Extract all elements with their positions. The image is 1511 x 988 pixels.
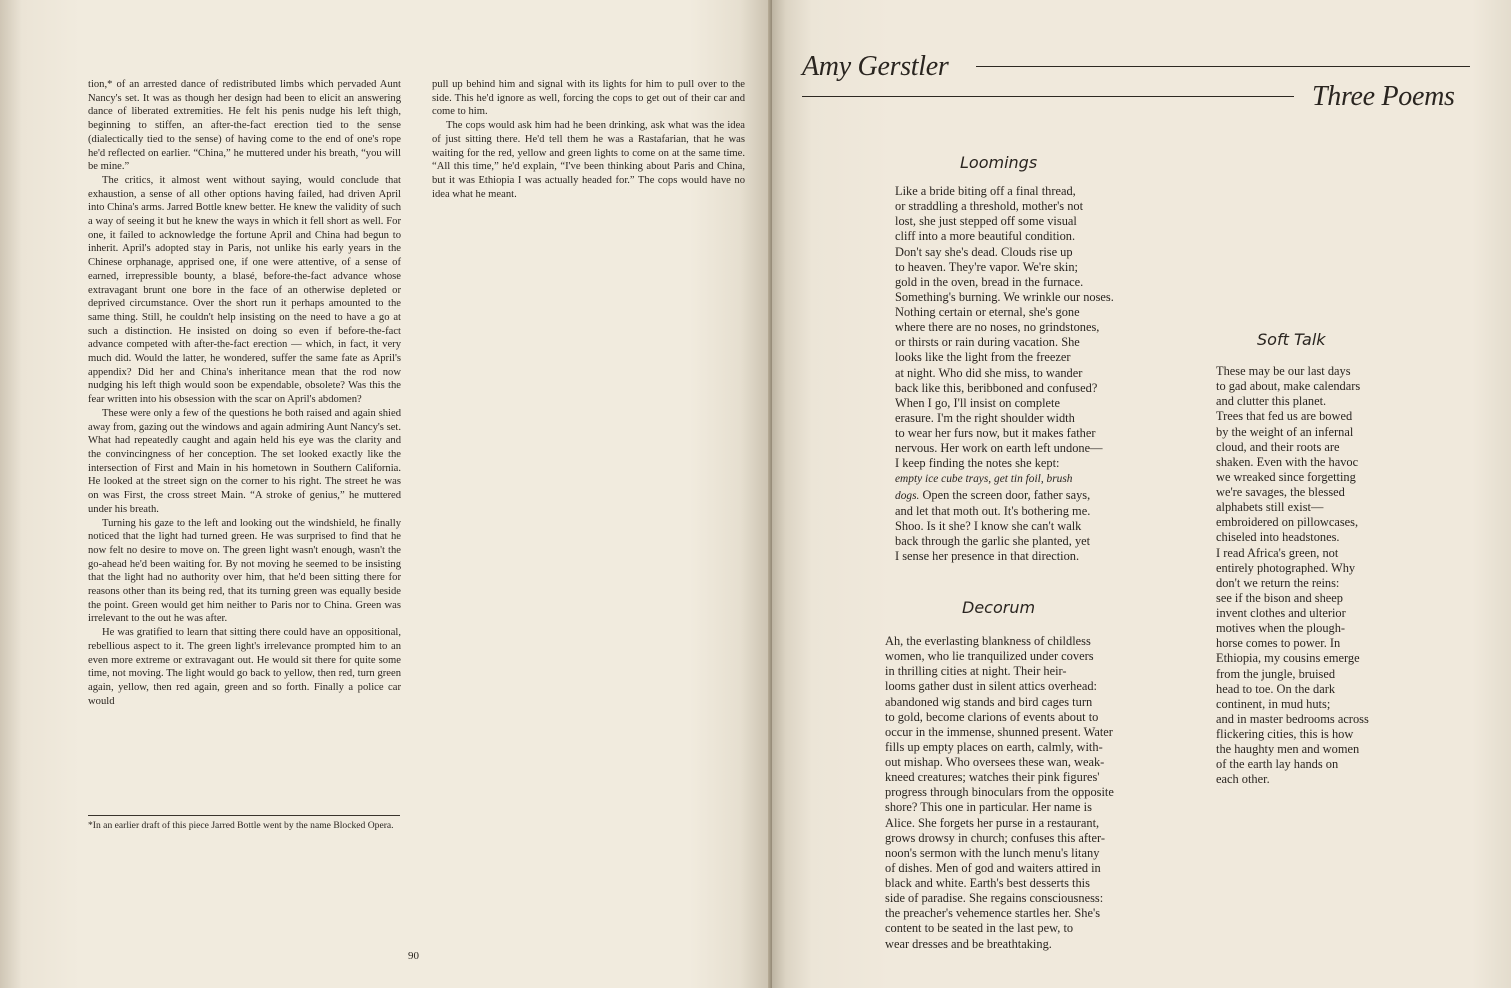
poem-line: see if the bison and sheep bbox=[1216, 590, 1343, 605]
poem-line: fills up empty places on earth, calmly, with- bbox=[885, 739, 1103, 754]
poem-line: embroidered on pillowcases, bbox=[1216, 515, 1359, 530]
poem-line: When I go, I'll insist on complete bbox=[895, 395, 1060, 410]
poem-line: horse comes to power. In bbox=[1216, 636, 1341, 651]
poem-line: at night. Who did she miss, to wander bbox=[895, 365, 1083, 380]
poem-line: out mishap. Who oversees these wan, weak- bbox=[885, 755, 1105, 769]
poem-line: I keep finding the notes she kept: bbox=[895, 456, 1060, 471]
poem-line: noon's sermon with the lunch menu's litany bbox=[885, 845, 1100, 860]
poem-line: of dishes. Men of god and waiters attired in bbox=[885, 860, 1101, 875]
poem-line: don't we return the reins: bbox=[1216, 575, 1340, 590]
poem-line: motives when the plough- bbox=[1216, 621, 1346, 636]
header-rule-top bbox=[976, 66, 1470, 67]
page-number: 90 bbox=[408, 950, 419, 962]
poem-line: we're savages, the blessed bbox=[1216, 485, 1345, 499]
poem-line: to heaven. They're vapor. We're skin; bbox=[895, 259, 1078, 274]
poem-line: of the earth lay hands on bbox=[1216, 757, 1339, 772]
footnote: *In an earlier draft of this piece Jarred Bottle went by the name Blocked Opera. bbox=[88, 820, 394, 831]
poem-line: Shoo. Is it she? I know she can't walk bbox=[895, 518, 1082, 533]
poem-line: These may be our last days bbox=[1216, 364, 1351, 378]
right-page bbox=[772, 0, 1511, 988]
poem-loomings bbox=[895, 184, 1114, 564]
poem-line: we wreaked since forgetting bbox=[1216, 469, 1356, 484]
section-title: Three Poems bbox=[1312, 81, 1455, 112]
poem-line: the preacher's vehemence startles her. She's bbox=[885, 906, 1101, 921]
poem-line: Nothing certain or eternal, she's gone bbox=[895, 305, 1080, 319]
poem-line: abandoned wig stands and bird cages turn bbox=[885, 694, 1093, 709]
poem-line: to wear her furs now, but it makes father bbox=[895, 426, 1096, 440]
poem-line: to gad about, make calendars bbox=[1216, 379, 1361, 394]
poem-line: Ethiopia, my cousins emerge bbox=[1216, 651, 1360, 666]
poem-line: Something's burning. We wrinkle our noses. bbox=[895, 289, 1114, 304]
italic-note: dogs. bbox=[895, 489, 920, 502]
paragraph: pull up behind him and signal with its lights for him to pull over to the side. This he'd ignore as well, forcing the cops to get out of their car and come to him. bbox=[432, 79, 745, 118]
author-name: Amy Gerstler bbox=[802, 51, 949, 82]
poem-line: erasure. I'm the right shoulder width bbox=[895, 410, 1075, 425]
paragraph: tion,* of an arrested dance of redistributed limbs which pervaded Aunt Nancy's set. It was as though her design had been to elicit an answering dance of liberated extremities. He felt his penis nudge his left thigh, beginning to stiffen, an after-the-fact erection tied to the sense (dialectically tied to the sense) of having come to the end of one's rope he'd reflected on earlier. “China,” he muttered under his breath, “you will be mine.” bbox=[88, 79, 401, 173]
poem-line: head to toe. On the dark bbox=[1216, 681, 1336, 696]
poem-line: in thrilling cities at night. Their heir- bbox=[885, 664, 1067, 679]
italic-note: empty ice cube trays, get tin foil, brush bbox=[895, 473, 1073, 486]
poem-title-decorum: Decorum bbox=[962, 598, 1036, 617]
poem-line: alphabets still exist— bbox=[1216, 500, 1324, 515]
poem-line: looms gather dust in silent attics overhead: bbox=[885, 679, 1097, 694]
poem-soft-talk bbox=[1216, 364, 1369, 788]
paragraph: The critics, it almost went without saying, would conclude that exhaustion, a sense of all other options having failed, had driven April into China's arms. Jarred Bottle knew better. He knew the validity of such a way of seeing it but he knew the ways in which it fell short as well. For one, it failed to acknowledge the fortune April and China had begun to inherit. April's adopted stay in Paris, not unlike his early years in the Chinese orphanage, apprised one, if one were attentive, of a sense of earned, irrepressible bounty, a blasé, before-the-fact advance whose extravagant brunt one bore in the face of an otherwise depleted or deprived circumstance. Over the short run it perhaps amounted to the same thing. Still, he couldn't help insisting on the need to have a go at such a distinction. He insisted on doing so even if before-the-fact advance competed with after-the-fact erection — which, in fact, it very much did. Would the latter, he wondered, suffer the same fate as April's appendix? Did her and China's inheritance mean that the rod now nudging his left thigh would soon be expendable, obsolete? Was this the fear written into his obsession with the scar on April's abdomen? bbox=[88, 174, 401, 406]
poem-line: I sense her presence in that direction. bbox=[895, 549, 1080, 563]
paragraph: These were only a few of the questions he both raised and again shied away from, gazing out the windows and again admiring Aunt Nancy's set. What had repeatedly caught and again held his eye was the clarity and the convincingness of her conception. The set looked exactly like the intersection of First and Main in his hometown in Southern California. He looked at the street sign on the corner to his right. The street he was on was First, the cross street Main. “A stroke of genius,” he muttered under his breath. bbox=[88, 407, 401, 515]
poem-line: grows drowsy in church; confuses this after- bbox=[885, 830, 1105, 845]
poem-line: Trees that fed us are bowed bbox=[1216, 409, 1353, 424]
poem-line: progress through binoculars from the opposite bbox=[885, 785, 1114, 800]
poem-line: or thirsts or rain during vacation. She bbox=[895, 335, 1080, 350]
poem-line: flickering cities, this is how bbox=[1216, 727, 1354, 741]
poem-title-loomings: Loomings bbox=[960, 153, 1038, 172]
poem-line: black and white. Earth's best desserts this bbox=[885, 876, 1090, 890]
poem-line: lost, she just stepped off some visual bbox=[895, 214, 1077, 229]
poem-line: cloud, and their roots are bbox=[1216, 439, 1340, 454]
poem-line: from the jungle, bruised bbox=[1216, 666, 1336, 681]
poem-line: back like this, beribboned and confused? bbox=[895, 380, 1098, 395]
poem-line: entirely photographed. Why bbox=[1216, 560, 1356, 575]
poem-line: shaken. Even with the havoc bbox=[1216, 454, 1359, 469]
poem-line: or straddling a threshold, mother's not bbox=[895, 199, 1084, 214]
paragraph: Turning his gaze to the left and looking out the windshield, he finally noticed that the light had turned green. He was surprised to find that he now felt no desire to move on. The green light wasn't enough, wasn't the go-ahead he'd been waiting for. By not moving he seemed to be insisting that the light had no authority over him, that he'd been sitting there for reasons other than its being red, that its turning green was equally beside the point. Green would get him neither to Paris nor to China. Green was irrelevant to the out he was after. bbox=[88, 517, 401, 625]
header-rule-bottom bbox=[802, 96, 1294, 97]
poem-line: back through the garlic she planted, yet bbox=[895, 533, 1091, 548]
poem-line: gold in the oven, bread in the furnace. bbox=[895, 274, 1084, 289]
poem-line: Alice. She forgets her purse in a restaurant, bbox=[885, 815, 1100, 830]
prose-column-2 bbox=[432, 78, 745, 201]
poem-line: wear dresses and be breathtaking. bbox=[885, 936, 1052, 951]
poem-line: each other. bbox=[1216, 772, 1270, 787]
poem-line: and clutter this planet. bbox=[1216, 394, 1327, 409]
poem-line: cliff into a more beautiful condition. bbox=[895, 229, 1076, 244]
poem-line: side of paradise. She regains consciousness: bbox=[885, 891, 1104, 906]
poem-line: and in master bedrooms across bbox=[1216, 711, 1369, 726]
poem-line: continent, in mud huts; bbox=[1216, 696, 1331, 711]
poem-line: to gold, become clarions of events about to bbox=[885, 709, 1099, 724]
poem-line: women, who lie tranquilized under covers bbox=[885, 649, 1094, 664]
poem-line: Like a bride biting off a final thread, bbox=[895, 184, 1076, 198]
poem-line: occur in the immense, shunned present. Water bbox=[885, 724, 1113, 739]
poem-line: kneed creatures; watches their pink figures' bbox=[885, 770, 1100, 785]
poem-line: Ah, the everlasting blankness of childless bbox=[885, 634, 1091, 648]
poem-decorum bbox=[885, 634, 1114, 952]
prose-column-1 bbox=[88, 78, 401, 708]
poem-line: the haughty men and women bbox=[1216, 742, 1360, 757]
poem-line: chiseled into headstones. bbox=[1216, 530, 1340, 545]
poem-line: invent clothes and ulterior bbox=[1216, 606, 1346, 620]
poem-line: and let that moth out. It's bothering me. bbox=[895, 503, 1091, 518]
poem-line: where there are no noses, no grindstones, bbox=[895, 320, 1100, 335]
paragraph: The cops would ask him had he been drinking, ask what was the idea of just sitting there. He'd tell them he was a Rastafarian, that he was waiting for the red, yellow and green lights to come on at the same time. “All this time,” he'd explain, “I've been thinking about Paris and China, but it was Ethiopia I was actually headed for.” The cops would have no idea what he meant. bbox=[432, 120, 745, 200]
poem-line: by the weight of an infernal bbox=[1216, 424, 1354, 439]
poem-line bbox=[895, 471, 1114, 487]
poem-line: nervous. Her work on earth left undone— bbox=[895, 441, 1103, 456]
footnote-rule bbox=[88, 815, 400, 816]
poem-line: shore? This one in particular. Her name is bbox=[885, 800, 1092, 815]
poem-line: Don't say she's dead. Clouds rise up bbox=[895, 244, 1073, 259]
poem-title-soft-talk: Soft Talk bbox=[1257, 330, 1326, 349]
poem-line: content to be seated in the last pew, to bbox=[885, 921, 1074, 936]
paragraph: He was gratified to learn that sitting there could have an oppositional, rebellious aspect to it. The green light's irrelevance prompted him to an even more extreme or extravagant out. He would sit there for quite some time, not moving. The light would go back to yellow, then red, turn green again, yellow, then red again, green and so forth. Finally a police car would bbox=[88, 627, 401, 707]
poem-line: I read Africa's green, not bbox=[1216, 545, 1339, 560]
poem-line: dogs. Open the screen door, father says, bbox=[895, 487, 1091, 502]
poem-line: looks like the light from the freezer bbox=[895, 350, 1071, 365]
